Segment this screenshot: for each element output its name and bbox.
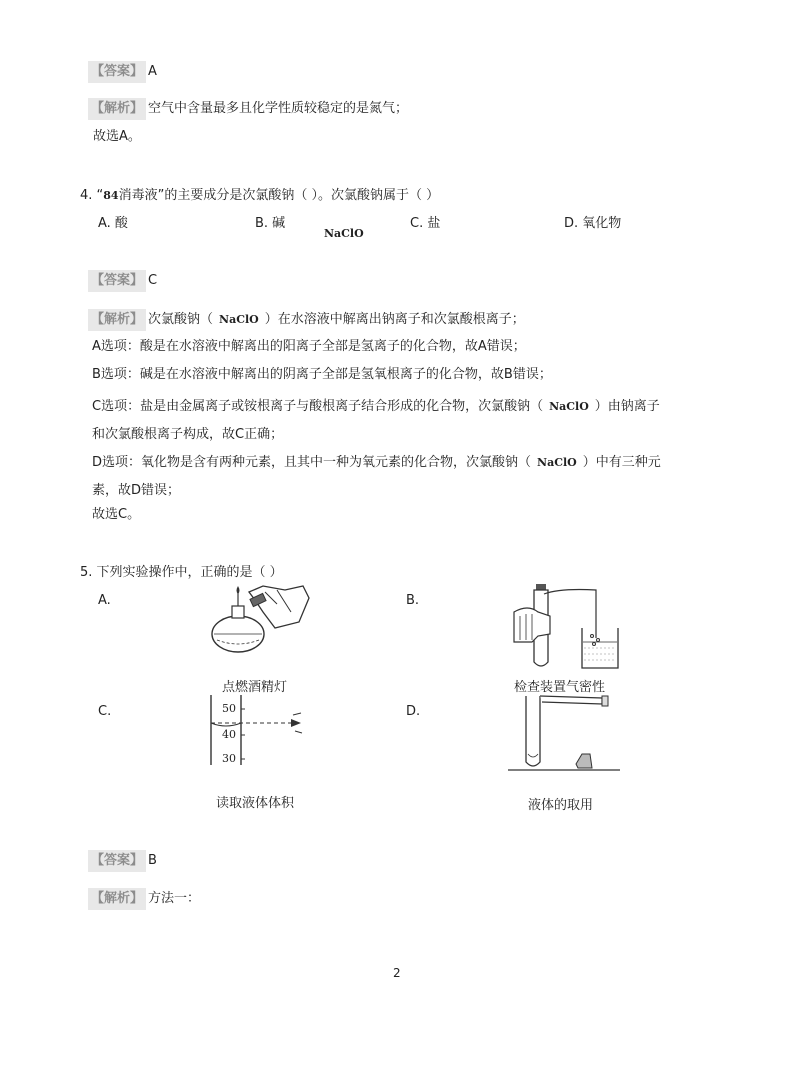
caption-option-d: 液体的取用 [528, 798, 594, 813]
analysis-text-b: ）在水溶液中解离出钠离子和次氯酸根离子； [264, 312, 525, 327]
q4-line-d2: 素，故D错误； [92, 483, 181, 498]
q4-option-b: B. 碱 [255, 216, 286, 231]
line-c-text-a: C选项：盐是由金属离子或铵根离子与酸根离子结合形成的化合物，次氯酸钠（ [92, 399, 544, 414]
q4-line-d [92, 454, 661, 472]
q4-analysis-line [88, 309, 525, 331]
q5-stem: 5. 下列实验操作中，正确的是（ ） [80, 565, 283, 580]
q3-answer-line [88, 61, 157, 83]
q4-stem [80, 187, 439, 205]
q3-conclusion: 故选A。 [93, 129, 141, 144]
q5-option-b-letter: B. [406, 593, 420, 608]
caption-option-b: 检查装置气密性 [514, 680, 606, 695]
line-d-formula: NaClO [537, 456, 577, 469]
page-number: 2 [393, 966, 401, 980]
q4-conclusion: 故选C。 [92, 507, 141, 522]
analysis-text: 空气中含量最多且化学性质较稳定的是氮气； [148, 101, 409, 116]
analysis-text-a: 次氯酸钠（ [148, 312, 214, 327]
q4-option-a: A. 酸 [98, 216, 128, 231]
liquid-taking-figure [506, 692, 624, 774]
q5-analysis-line [88, 888, 200, 910]
caption-option-a: 点燃酒精灯 [222, 680, 288, 695]
alcohol-lamp-figure [205, 582, 315, 672]
q4-stem-prefix: 4. “ [80, 188, 104, 203]
q4-answer-line [88, 270, 157, 292]
q4-option-d: D. 氧化物 [564, 216, 622, 231]
line-c-formula: NaClO [549, 400, 589, 413]
caption-option-c: 读取液体体积 [216, 796, 295, 811]
q4-line-a: A选项：酸是在水溶液中解离出的阳离子全部是氢离子的化合物，故A错误； [92, 339, 526, 354]
q4-line-b: B选项：碱是在水溶液中解离出的阴离子全部是氢氧根离子的化合物，故B错误； [92, 367, 552, 382]
q4-option-c: C. 盐 [410, 216, 441, 231]
answer-tag: 【答案】 [88, 61, 146, 83]
q4-stem-number: 84 [103, 189, 119, 202]
answer-value: A [148, 64, 157, 79]
answer-tag: 【答案】 [88, 850, 146, 872]
line-d-text-b: ）中有三种元 [582, 455, 661, 470]
analysis-tag: 【解析】 [88, 888, 146, 910]
analysis-tag: 【解析】 [88, 98, 146, 120]
q4-formula-below: NaClO [324, 227, 364, 240]
analysis-tag: 【解析】 [88, 309, 146, 331]
q5-option-d-letter: D. [406, 704, 421, 719]
q3-analysis-line [88, 98, 408, 120]
cylinder-tick-50: 50 [222, 702, 236, 715]
q4-stem-rest: 消毒液”的主要成分是次氯酸钠（ ）。次氯酸钠属于（ ） [118, 188, 440, 203]
line-c-text-b: ）由钠离子 [594, 399, 660, 414]
q4-line-c2: 和次氯酸根离子构成，故C正确； [92, 427, 284, 442]
analysis-text: 方法一： [148, 891, 201, 906]
answer-value: C [148, 273, 158, 288]
answer-value: B [148, 853, 157, 868]
q5-option-a-letter: A. [98, 593, 111, 608]
q4-line-c [92, 398, 660, 416]
q5-answer-line [88, 850, 157, 872]
cylinder-tick-40: 40 [222, 728, 236, 741]
airtightness-check-figure [508, 582, 628, 672]
analysis-formula: NaClO [219, 313, 259, 326]
line-d-text-a: D选项：氧化物是含有两种元素，且其中一种为氧元素的化合物，次氯酸钠（ [92, 455, 532, 470]
cylinder-tick-30: 30 [222, 752, 236, 765]
q5-option-c-letter: C. [98, 704, 112, 719]
answer-tag: 【答案】 [88, 270, 146, 292]
